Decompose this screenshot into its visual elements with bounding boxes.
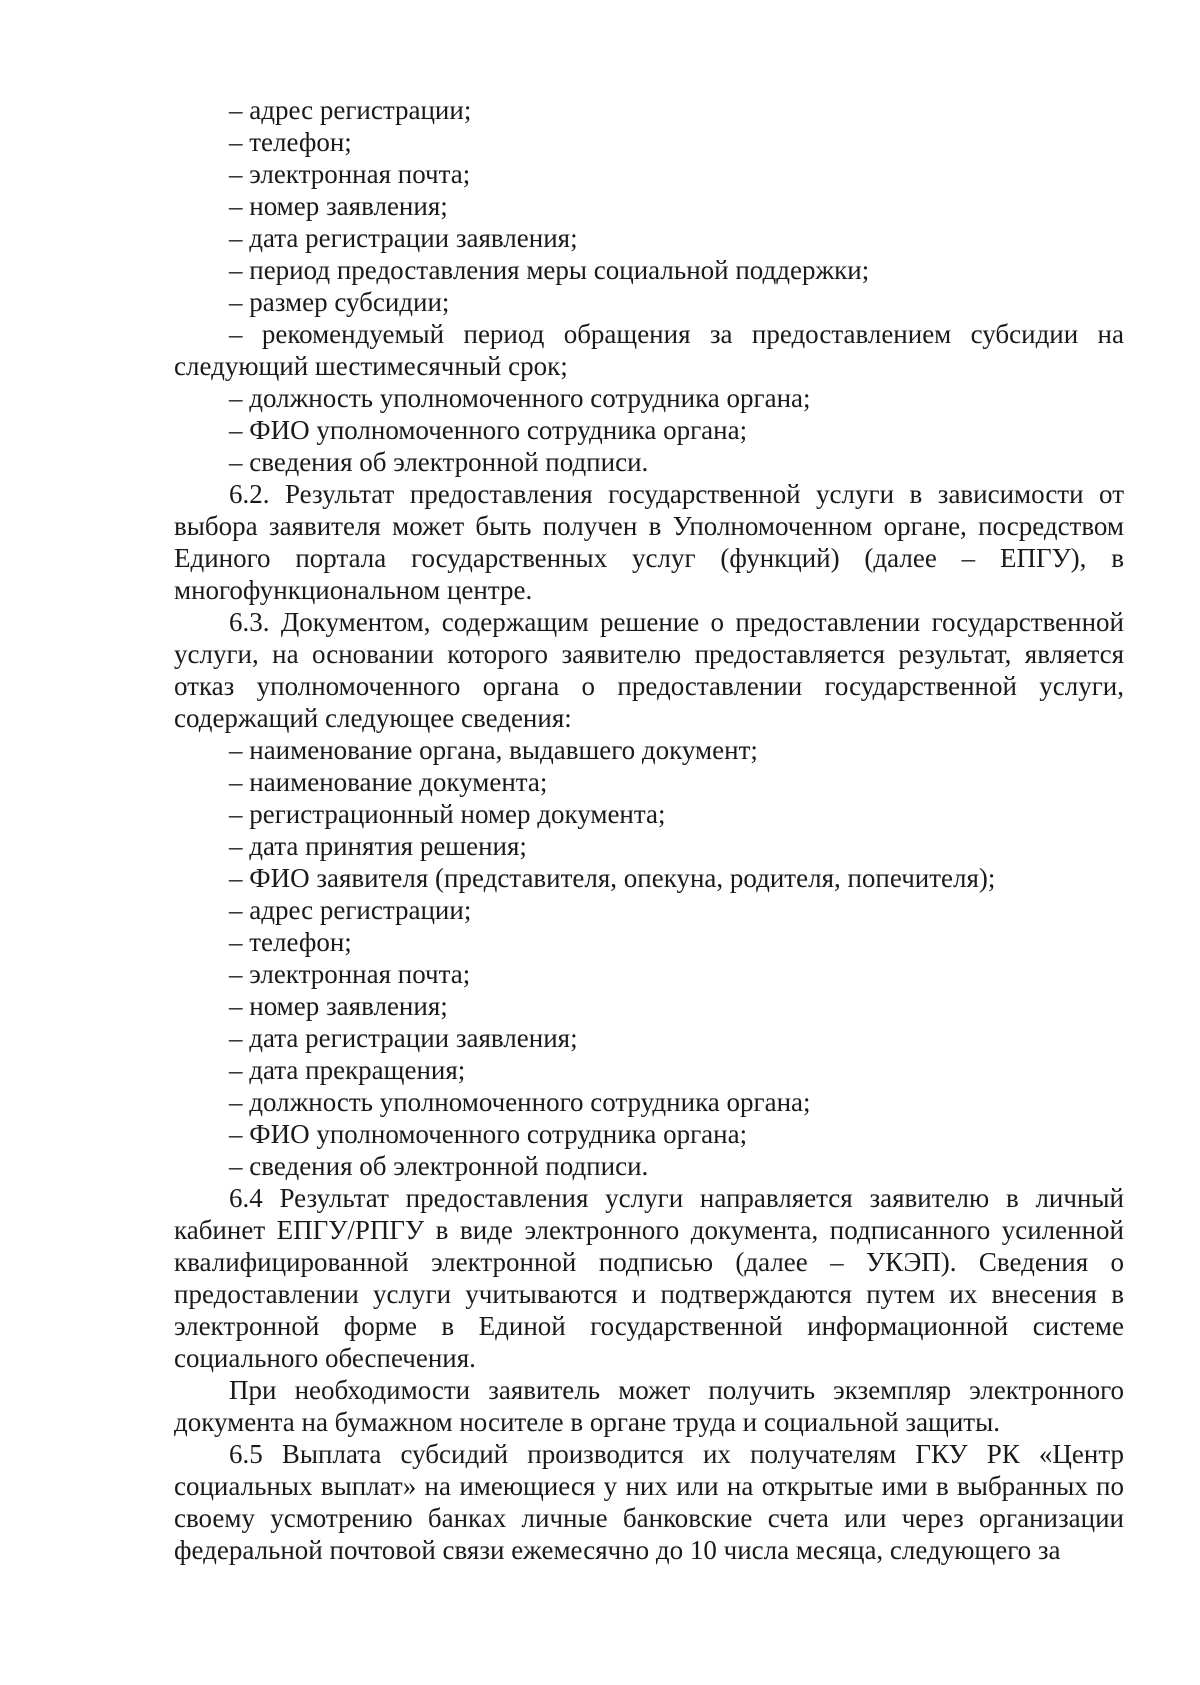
list-item: – дата регистрации заявления; [229, 223, 578, 253]
paragraph-6-5: 6.5 Выплата субсидий производится их получателям ГКУ РК «Центр социальных выплат» на имеющиеся у них или на открытые ими в выбранных по своему усмотрению банках личные банковские счета или через организации федеральной почтовой связи ежемесячно до 10 числа месяца, следующего за [174, 1439, 1124, 1565]
list-item: – дата прекращения; [229, 1055, 466, 1085]
list-item: – ФИО уполномоченного сотрудника органа; [229, 415, 748, 445]
list-item: – сведения об электронной подписи. [229, 447, 649, 477]
list-item: – ФИО уполномоченного сотрудника органа; [229, 1119, 748, 1149]
list-item: – адрес регистрации; [229, 895, 472, 925]
list-item: – электронная почта; [229, 959, 471, 989]
list-item: – наименование документа; [229, 767, 548, 797]
list-item: – телефон; [229, 927, 352, 957]
list-item: – сведения об электронной подписи. [229, 1151, 649, 1181]
list-item-recommended-period: – рекомендуемый период обращения за предоставлением субсидии на следующий шестимесячный срок; [174, 319, 1124, 381]
list-item: – период предоставления меры социальной поддержки; [229, 255, 870, 285]
paragraph-paper-copy: При необходимости заявитель может получить экземпляр электронного документа на бумажном носителе в органе труда и социальной защиты. [174, 1375, 1124, 1437]
list-item: – номер заявления; [229, 991, 448, 1021]
list-item: – ФИО заявителя (представителя, опекуна, родителя, попечителя); [229, 863, 996, 893]
list-item: – регистрационный номер документа; [229, 799, 666, 829]
list-item: – должность уполномоченного сотрудника органа; [229, 383, 811, 413]
list-item: – электронная почта; [229, 159, 471, 189]
paragraph-6-3: 6.3. Документом, содержащим решение о предоставлении государственной услуги, на основании которого заявителю предоставляется результат, является отказ уполномоченного органа о предоставлении государственной услуги, содержащий следующее сведения: [174, 607, 1124, 733]
paragraph-6-2: 6.2. Результат предоставления государственной услуги в зависимости от выбора заявителя может быть получен в Уполномоченном органе, посредством Единого портала государственных услуг (функций) (далее – ЕПГУ), в многофункциональном центре. [174, 479, 1124, 605]
paragraph-6-4: 6.4 Результат предоставления услуги направляется заявителю в личный кабинет ЕПГУ/РПГУ в виде электронного документа, подписанного усиленной квалифицированной электронной подписью (далее – УКЭП). Сведения о предоставлении услуги учитываются и подтверждаются путем их внесения в электронной форме в Единой государственной информационной системе социального обеспечения. [174, 1183, 1124, 1373]
list-item: – адрес регистрации; [229, 95, 472, 125]
list-item: – дата принятия решения; [229, 831, 527, 861]
list-item: – телефон; [229, 127, 352, 157]
list-item: – дата регистрации заявления; [229, 1023, 578, 1053]
list-item: – должность уполномоченного сотрудника органа; [229, 1087, 811, 1117]
list-item: – размер субсидии; [229, 287, 450, 317]
list-item: – номер заявления; [229, 191, 448, 221]
list-item: – наименование органа, выдавшего документ; [229, 735, 758, 765]
document-page [174, 94, 1124, 1566]
